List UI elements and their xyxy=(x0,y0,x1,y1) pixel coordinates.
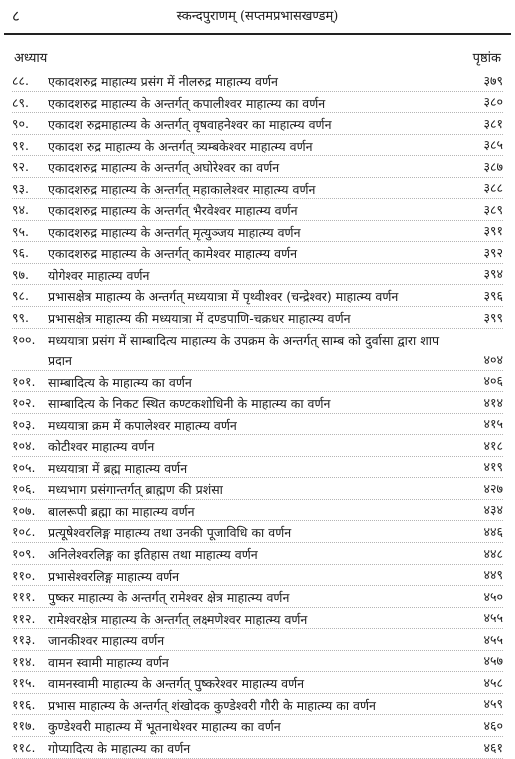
toc-entry xyxy=(12,543,503,565)
toc-entry xyxy=(12,414,503,436)
chapter-number: ११८. xyxy=(12,739,36,755)
toc-entry xyxy=(12,715,503,737)
page-reference: ४२७ xyxy=(483,480,503,496)
page-reference: ३७९ xyxy=(483,72,503,88)
toc-entry xyxy=(12,178,503,200)
page-reference: ४४८ xyxy=(483,545,503,561)
toc-entry xyxy=(12,608,503,630)
toc-entry xyxy=(12,565,503,587)
chapter-title: साम्बादित्य के माहात्म्य का वर्णन xyxy=(48,374,192,390)
chapter-title: एकादश रुद्रमाहात्म्य के अन्तर्गत् वृषवाहनेश्वर का माहात्म्य वर्णन xyxy=(48,117,332,133)
toc-entry xyxy=(12,70,503,92)
toc-entry xyxy=(12,478,503,500)
chapter-title: मध्ययात्रा क्रम में कपालेश्वर माहात्म्य वर्णन xyxy=(48,417,237,433)
toc-entry xyxy=(12,221,503,243)
chapter-number: ११४. xyxy=(12,653,36,669)
toc-entry xyxy=(12,435,503,457)
chapter-number: ८८. xyxy=(12,73,29,88)
page-reference: ४०६ xyxy=(483,373,503,389)
chapter-title: वामन स्वामी माहात्म्य वर्णन xyxy=(48,654,169,670)
chapter-title: प्रभासक्षेत्र माहात्म्य के अन्तर्गत् मध्ययात्रा में पृथ्वीश्वर (चन्द्रेश्वर) माहात्म्य वर्णन xyxy=(48,289,399,305)
chapter-title: जानकीश्वर माहात्म्य वर्णन xyxy=(48,633,165,649)
chapter-number: १०३. xyxy=(12,416,36,432)
chapter-title: एकादशरुद्र माहात्म्य के अन्तर्गत् भैरवेश्वर माहात्म्य वर्णन xyxy=(48,203,298,219)
toc-entry xyxy=(12,694,503,716)
page-reference: ४५९ xyxy=(483,696,503,712)
chapter-title: मध्यभाग प्रसंगान्तर्गत् ब्राह्मण की प्रशंसा xyxy=(48,482,223,498)
toc-entry xyxy=(12,329,503,371)
page-reference: ४०४ xyxy=(483,351,503,367)
chapter-number: ९५. xyxy=(12,223,29,239)
chapter-title: मध्ययात्रा प्रसंग में साम्बादित्य माहात्म्य के उपक्रम के अन्तर्गत् साम्ब को दुर्वासा द्वारा शाप प्रदान xyxy=(48,332,440,368)
chapter-title: एकादशरुद्र माहात्म्य के अन्तर्गत् कामेश्वर माहात्म्य वर्णन xyxy=(48,246,298,262)
page-reference: ३८९ xyxy=(483,201,503,217)
chapter-number: ११३. xyxy=(12,632,36,648)
chapter-title: पुष्कर माहात्म्य के अन्तर्गत् रामेश्वर क्षेत्र माहात्म्य वर्णन xyxy=(48,590,290,606)
page-reference: ३९२ xyxy=(483,244,503,260)
chapter-number: १००. xyxy=(12,331,36,347)
chapter-number: ९७. xyxy=(12,266,29,282)
page-number: ८ xyxy=(12,7,20,25)
chapter-title: एकादशरुद्र माहात्म्य के अन्तर्गत् अघोरेश्वर का वर्णन xyxy=(48,160,280,176)
toc-entry xyxy=(12,586,503,608)
chapter-title: प्रभास माहात्म्य के अन्तर्गत् शंखोदक कुण्डेश्वरी गौरी के माहात्म्य का वर्णन xyxy=(48,697,376,713)
chapter-title: एकादशरुद्र माहात्म्य प्रसंग में नीलरुद्र माहात्म्य वर्णन xyxy=(48,74,278,89)
page-reference: ४१४ xyxy=(483,394,503,410)
chapter-title: वामनस्वामी माहात्म्य के अन्तर्गत् पुष्करेश्वर माहात्म्य वर्णन xyxy=(48,676,305,692)
chapter-title: कोटीश्वर माहात्म्य वर्णन xyxy=(48,439,155,455)
page-reference: ३८५ xyxy=(483,137,503,153)
header-rule xyxy=(4,33,511,35)
toc-entry xyxy=(12,264,503,286)
chapter-number: ८९. xyxy=(12,94,29,110)
page-reference: ३८८ xyxy=(483,180,503,196)
chapter-title: एकादशरुद्र माहात्म्य के अन्तर्गत् मृत्युञ्जय माहात्म्य वर्णन xyxy=(48,224,301,240)
chapter-number: ९३. xyxy=(12,180,29,196)
page-reference: ४४६ xyxy=(483,524,503,540)
toc-entry xyxy=(12,392,503,414)
toc-entry xyxy=(12,500,503,522)
chapter-title: रामेश्वरक्षेत्र माहात्म्य के अन्तर्गत् लक्ष्मणेश्वर माहात्म्य वर्णन xyxy=(48,611,308,627)
page-reference: ४१९ xyxy=(483,459,503,475)
chapter-number: ९६. xyxy=(12,245,29,261)
column-headings xyxy=(0,48,515,70)
page-reference: ४१५ xyxy=(483,416,503,432)
chapter-title: मध्ययात्रा में ब्रह्म माहात्म्य वर्णन xyxy=(48,460,188,476)
chapter-number: ९०. xyxy=(12,116,29,132)
chapter-title: अनिलेश्वरलिङ्ग का इतिहास तथा माहात्म्य वर्णन xyxy=(48,547,258,563)
page-reference: ४५० xyxy=(483,588,503,604)
page-reference: ३९४ xyxy=(483,266,503,282)
chapter-number: ११२. xyxy=(12,610,36,626)
chapter-number: १०८. xyxy=(12,524,36,540)
chapter-number: १०४. xyxy=(12,438,36,454)
page-reference: ३९६ xyxy=(483,288,503,304)
chapter-title: बालरूपी ब्रह्मा का माहात्म्य वर्णन xyxy=(48,503,195,519)
toc-entry xyxy=(12,113,503,135)
toc-entry xyxy=(12,307,503,329)
page-column-heading: पृष्ठांक xyxy=(472,51,501,66)
chapter-number: ९८. xyxy=(12,288,29,304)
chapter-title: एकादशरुद्र माहात्म्य के अन्तर्गत् महाकालेश्वर माहात्म्य वर्णन xyxy=(48,181,316,197)
running-header xyxy=(0,0,515,40)
page-reference: ३९१ xyxy=(483,223,503,239)
book-title: स्कन्दपुराणम् (सप्तमप्रभासखण्डम्) xyxy=(176,9,339,24)
toc-entry xyxy=(12,371,503,393)
chapter-number: ९४. xyxy=(12,202,29,218)
chapter-number: १०७. xyxy=(12,502,36,518)
chapter-number: १०९. xyxy=(12,546,36,562)
page-reference: ४४९ xyxy=(483,567,503,583)
chapter-title: प्रत्यूषेश्वरलिङ्ग माहात्म्य तथा उनकी पूजाविधि का वर्णन xyxy=(48,525,292,541)
page-reference: ४५५ xyxy=(483,631,503,647)
toc-entry xyxy=(12,199,503,221)
toc-entry xyxy=(12,457,503,479)
page-reference: ४५८ xyxy=(483,674,503,690)
chapter-title: प्रभासक्षेत्र माहात्म्य की मध्ययात्रा में दण्डपाणि-चक्रधर माहात्म्य वर्णन xyxy=(48,311,351,327)
chapter-title: एकादश रुद्र माहात्म्य के अन्तर्गत् त्र्यम्बकेश्वर माहात्म्य वर्णन xyxy=(48,138,313,154)
page-reference: ४१८ xyxy=(483,437,503,453)
chapter-title: गोप्यादित्य के माहात्म्य का वर्णन xyxy=(48,740,191,756)
chapter-number: १०१. xyxy=(12,373,36,389)
chapter-title: एकादशरुद्र माहात्म्य के अन्तर्गत् कपालीश्वर माहात्म्य का वर्णन xyxy=(48,95,326,111)
toc-entry xyxy=(12,521,503,543)
toc-entry xyxy=(12,285,503,307)
table-of-contents xyxy=(0,70,515,759)
chapter-title: प्रभासेश्वरलिङ्ग माहात्म्य वर्णन xyxy=(48,568,180,584)
chapter-number: ११६. xyxy=(12,696,36,712)
page-reference: ३८७ xyxy=(483,158,503,174)
chapter-number: १०२. xyxy=(12,395,36,411)
chapter-title: साम्बादित्य के निकट स्थित कण्टकशोधिनी के माहात्म्य का वर्णन xyxy=(48,396,331,412)
chapter-number: १११. xyxy=(12,589,36,605)
chapter-number: १०६. xyxy=(12,481,36,497)
toc-entry xyxy=(12,629,503,651)
page-reference: ४३४ xyxy=(483,502,503,518)
page-reference: ३९९ xyxy=(483,309,503,325)
toc-entry xyxy=(12,737,503,759)
page-reference: ४५५ xyxy=(483,610,503,626)
chapter-title: कुण्डेश्वरी माहात्म्य में भूतनाथेश्वर माहात्म्य का वर्णन xyxy=(48,719,281,735)
page-reference: ४६० xyxy=(483,717,503,733)
toc-entry xyxy=(12,92,503,114)
chapter-number: १०५. xyxy=(12,459,36,475)
chapter-number: ९९. xyxy=(12,310,29,326)
chapter-title: योगेश्वर माहात्म्य वर्णन xyxy=(48,267,150,283)
toc-entry xyxy=(12,242,503,264)
toc-entry xyxy=(12,651,503,673)
chapter-number: ९१. xyxy=(12,137,29,153)
page-reference: ३८१ xyxy=(483,115,503,131)
toc-entry xyxy=(12,156,503,178)
chapter-number: ९२. xyxy=(12,159,29,175)
chapter-number: ११७. xyxy=(12,718,36,734)
chapter-number: ११५. xyxy=(12,675,36,691)
toc-entry xyxy=(12,135,503,157)
toc-entry xyxy=(12,672,503,694)
chapter-number: ११०. xyxy=(12,567,36,583)
page-reference: ३८० xyxy=(483,94,503,110)
chapter-column-heading: अध्याय xyxy=(14,51,48,66)
page-reference: ४६१ xyxy=(483,739,503,755)
page-reference: ४५७ xyxy=(483,653,503,669)
